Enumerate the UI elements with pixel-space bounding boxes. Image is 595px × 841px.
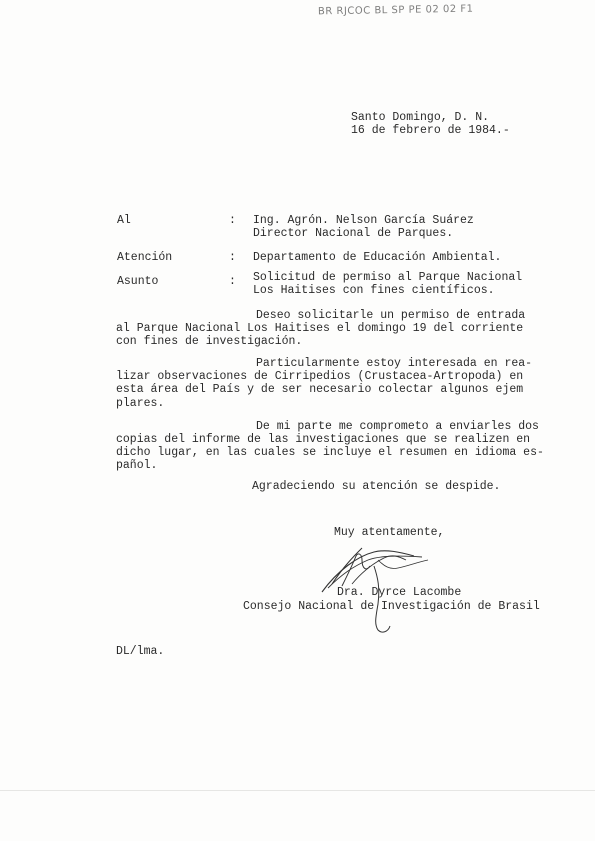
al-label: Al	[117, 214, 131, 227]
paragraph-2-line-3: esta área del País y de ser necesario colectar algunos ejem	[116, 383, 524, 396]
al-colon: :	[229, 214, 236, 227]
recipient-title: Director Nacional de Parques.	[253, 227, 454, 240]
paragraph-3-line-1: De mi parte me comprometo a enviarles dos	[256, 420, 539, 433]
paragraph-3-line-4: pañol.	[116, 459, 158, 472]
paragraph-2-line-4: plares.	[116, 397, 165, 410]
atencion-label: Atención	[117, 251, 173, 264]
paragraph-3-line-3: dicho lugar, en las cuales se incluye el resumen en idioma es-	[116, 446, 544, 459]
signer-institution: Consejo Nacional de Investigación de Brasil	[243, 600, 540, 613]
paragraph-1-line-1: Deseo solicitarle un permiso de entrada	[256, 309, 526, 322]
atencion-colon: :	[229, 251, 236, 264]
recipient-name: Ing. Agrón. Nelson García Suárez	[253, 214, 474, 227]
paragraph-3-line-2: copias del informe de las investigaciones que se realizen en	[116, 433, 531, 446]
closing-salutation: Muy atentamente,	[334, 526, 445, 539]
paragraph-2-line-1: Particularmente estoy interesada en rea-	[256, 357, 533, 370]
asunto-label: Asunto	[117, 275, 159, 288]
signer-name: Dra. Dyrce Lacombe	[337, 586, 462, 599]
paragraph-4: Agradeciendo su atención se despide.	[252, 480, 501, 493]
atencion-value: Departamento de Educación Ambiental.	[253, 251, 502, 264]
asunto-line-1: Solicitud de permiso al Parque Nacional	[253, 271, 523, 284]
asunto-colon: :	[229, 275, 236, 288]
asunto-line-2: Los Haitises con fines científicos.	[253, 284, 495, 297]
archive-code-annotation: BR RJCOC BL SP PE 02 02 F1	[317, 3, 474, 18]
reference-initials: DL/lma.	[116, 645, 165, 658]
paragraph-1-line-2: al Parque Nacional Los Haitises el domingo 19 del corriente	[116, 322, 524, 335]
paragraph-2-line-2: lizar observaciones de Cirripedios (Crustacea-Artropoda) en	[116, 370, 524, 383]
header-place: Santo Domingo, D. N.	[351, 111, 490, 124]
header-date: 16 de febrero de 1984.-	[351, 124, 510, 137]
paragraph-1-line-3: con fines de investigación.	[116, 335, 303, 348]
page-fold-line	[0, 790, 595, 791]
